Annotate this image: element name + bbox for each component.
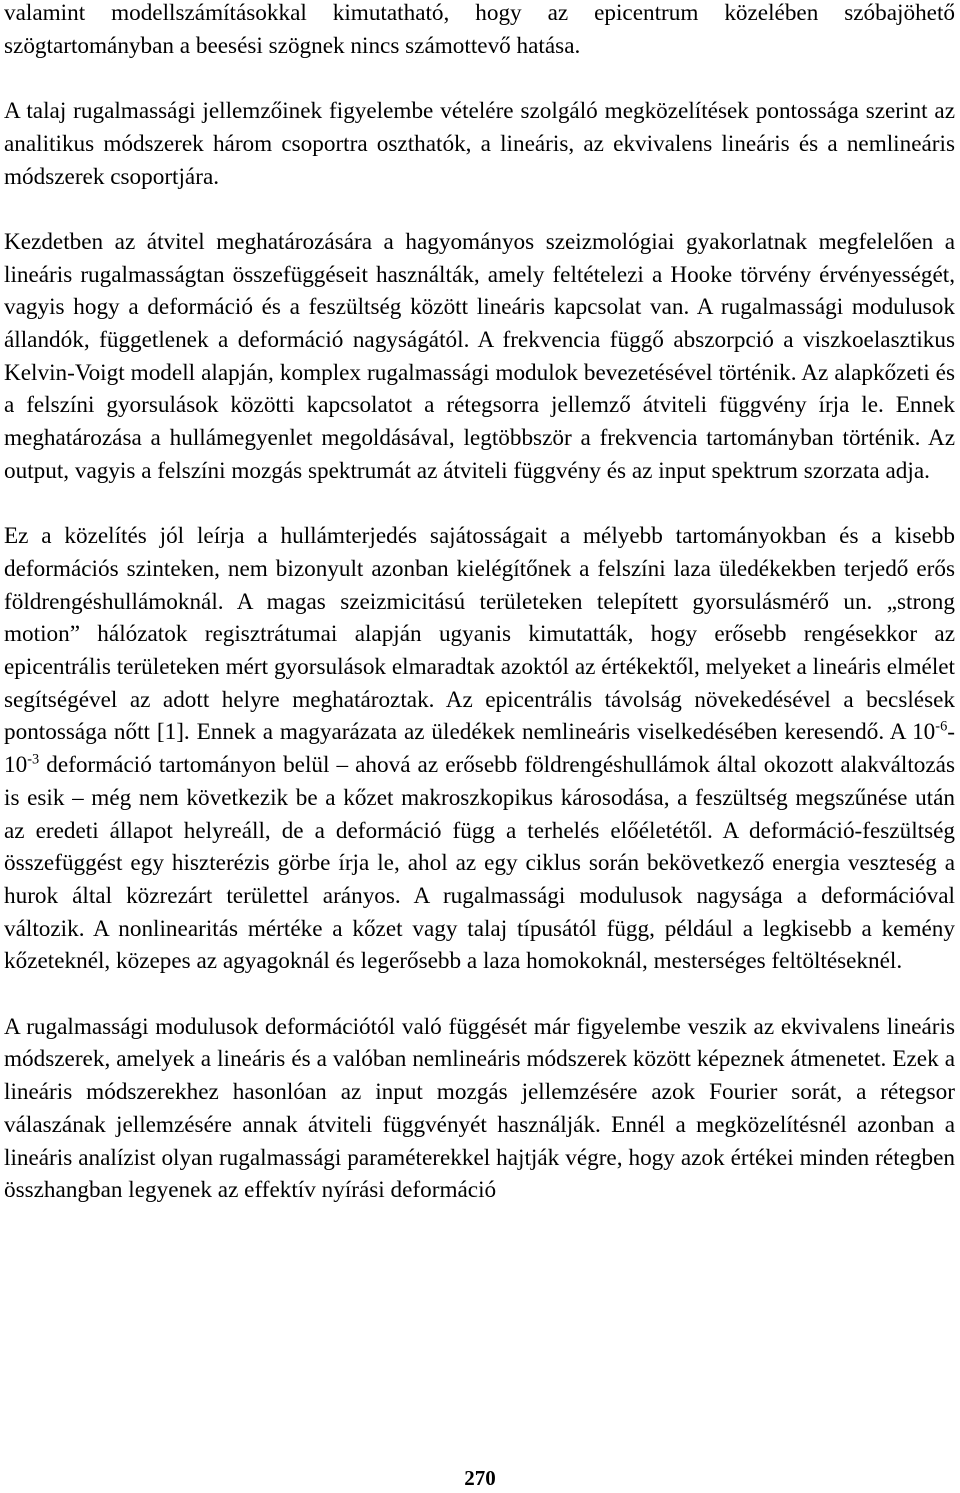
paragraph-3: Kezdetben az átvitel meghatározására a hagyományos szeizmológiai gyakorlatnak megfelelően a lineáris rugalmasságtan összefüggéseit használták, amely feltételezi a Hooke törvény érvényességét, vagyis hogy a deformáció és a feszültség között lineáris kapcsolat van. A rugalmassági modulusok állandók, függetlenek a deformáció nagyságától. A frekvencia függő abszorpció a viszkoelasztikus Kelvin-Voigt modell alapján, komplex rugalmassági modulok bevezetésével történik. Az alapkőzeti és a felszíni gyorsulások közötti kapcsolatot a rétegsorra jellemző átviteli függvény írja le. Ennek meghatározása a hullámegyenlet megoldásával, legtöbbször a frekvencia tartományban történik. Az output, vagyis a felszíni mozgás spektrumát az átviteli függvény és az input spektrum szorzata adja. [4,228,955,484]
page-number: 270 [464,1466,496,1490]
paragraph-4-text-b: -10 [4,719,955,779]
exponent-2: -3 [27,751,40,768]
document-page [4,0,955,1207]
paragraph-4-text-a: Ez a közelítés jól leírja a hullámterjedés sajátosságait a mélyebb tartományokban és a kisebb deformációs szinteken, nem bizonyult azonban kielégítőnek a felszíni laza üledékekben terjedő erős földrengéshullámoknál. A magas szeizmicitású területeken telepített gyorsulásmérő un. „strong motion” hálózatok regisztrátumai alapján ugyanis kimutatták, hogy erősebb rengésekkor az epicentrális területeken mért gyorsulások elmaradtak azoktól az értékektől, melyeket a lineáris elmélet segítségével az adott helyre meghatároztak. Az epicentrális távolság növekedésével a becslések pontossága nőtt [1]. Ennek a magyarázata az üledékek nemlineáris viselkedésében keresendő. A 10 [4,523,955,746]
paragraph-4-text-c: deformáció tartományon belül – ahová az erősebb földrengéshullámok által okozott alakváltozás is esik – még nem következik be a kőzet makroszkopikus károsodása, a feszültség megszűnése után az eredeti állapot helyreáll, de a deformáció függ a terhelés előéletétől. A deformáció-feszültség összefüggést egy hiszterézis görbe írja le, ahol az egy ciklus során bekövetkező energia veszteség a hurok által közrezárt területtel arányos. A rugalmassági modulusok nagysága a deformációval változik. A nonlinearitás mértéke a kőzet vagy talaj típusától függ, például a legkisebb a kemény kőzeteknél, közepes az agyagoknál és legerősebb a laza homokoknál, mesterséges feltöltéseknél. [4,752,955,975]
paragraph-1: valamint modellszámításokkal kimutatható, hogy az epicentrum közelében szóbajöhető szögtartományban a beesési szögnek nincs számottevő hatása. [4,0,955,59]
paragraph-4 [4,520,955,978]
paragraph-2: A talaj rugalmassági jellemzőinek figyelembe vételére szolgáló megközelítések pontossága szerint az analitikus módszerek három csoportra oszthatók, a lineáris, az ekvivalens lineáris és a nemlineáris módszerek csoportjára. [4,98,955,190]
paragraph-5: A rugalmassági modulusok deformációtól való függését már figyelembe veszik az ekvivalens lineáris módszerek, amelyek a lineáris és a valóban nemlineáris módszerek között képeznek átmenetet. Ezek a lineáris módszerekhez hasonlóan az input mozgás jellemzésére azok Fourier sorát, a rétegsor válaszának jellemzésére annak átviteli függvényét használják. Ennél a megközelítésnél azonban a lineáris analízist olyan rugalmassági paraméterekkel hajtják végre, hogy azok értékei minden rétegben összhangban legyenek az effektív nyírási deformáció [4,1013,955,1204]
exponent-1: -6 [935,718,948,735]
